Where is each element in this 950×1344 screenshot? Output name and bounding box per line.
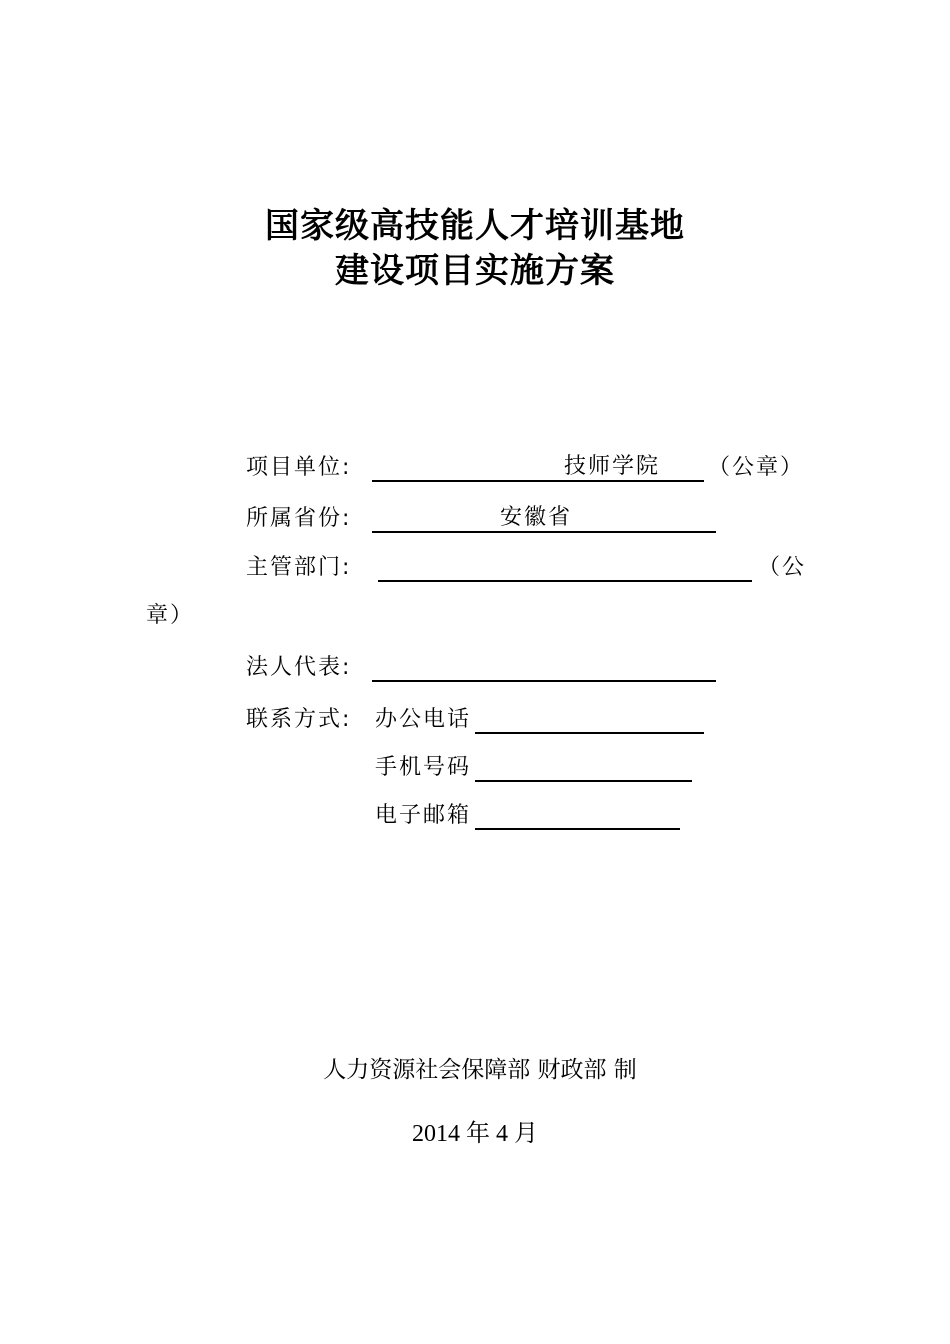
issue-date: 2014 年 4 月: [412, 1121, 538, 1147]
authority-label: 主管部门:: [246, 555, 352, 580]
province-label: 所属省份:: [246, 506, 352, 531]
legal-rep-field[interactable]: [372, 652, 716, 682]
office-phone-field[interactable]: [475, 704, 704, 734]
project-unit-label: 项目单位:: [246, 455, 352, 480]
contact-label: 联系方式:: [246, 707, 352, 732]
issuer-line: 人力资源社会保障部 财政部 制: [323, 1057, 637, 1083]
mobile-label: 手机号码: [375, 755, 472, 780]
project-unit-seal-suffix: （公章）: [708, 455, 805, 480]
email-label: 电子邮箱: [375, 803, 472, 828]
province-field[interactable]: [372, 503, 716, 533]
document-title-line2: 建设项目实施方案: [335, 251, 615, 291]
legal-rep-label: 法人代表:: [246, 655, 352, 680]
email-field[interactable]: [475, 800, 680, 830]
project-unit-field[interactable]: [372, 452, 704, 482]
province-value: 安徽省: [500, 505, 573, 530]
mobile-field[interactable]: [475, 752, 692, 782]
authority-field[interactable]: [378, 552, 752, 582]
office-phone-label: 办公电话: [375, 707, 472, 732]
project-unit-value: 技师学院: [564, 454, 661, 479]
authority-seal-suffix: （公: [758, 555, 807, 580]
authority-seal-suffix-wrap: 章）: [146, 603, 195, 628]
document-title-line1: 国家级高技能人才培训基地: [265, 206, 685, 246]
